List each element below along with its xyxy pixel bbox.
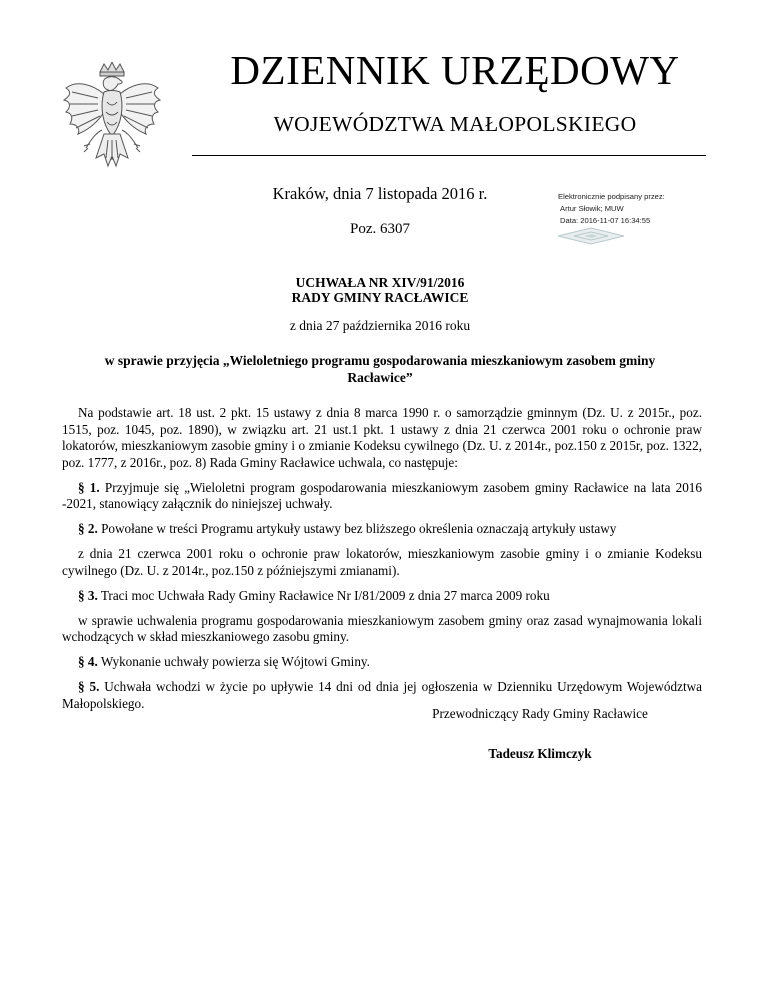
journal-title: DZIENNIK URZĘDOWY: [230, 47, 680, 93]
position-number: Poz. 6307: [350, 221, 410, 237]
header-divider: [192, 155, 706, 156]
preamble-paragraph: Na podstawie art. 18 ust. 2 pkt. 15 ustawy z dnia 8 marca 1990 r. o samorządzie gminnym (Dz. U. z 2015r., poz. 1515, poz. 1045, poz. 1890), w związku art. 21 ust.1 pkt. 1 ustawy z dnia 21 czerwca 2001 roku o ochronie praw lokatorów, mieszkaniowym zasobie gminy i o zmianie Kodeksu cywilnego (Dz. U. z 2014r., poz.150 z 2015r, poz. 1322, poz. 1777, z 2016r., poz. 8) Rada Gminy Racławice uchwala, co następuje:: [62, 405, 702, 470]
signatory-name: Tadeusz Klimczyk: [488, 746, 592, 761]
section-4-text: Wykonanie uchwały powierza się Wójtowi Gminy.: [97, 654, 370, 669]
signature-stamp-line: Elektronicznie podpisany przez:: [558, 192, 665, 201]
section-5-text: Uchwała wchodzi w życie po upływie 14 dni od dnia jej ogłoszenia w Dzienniku Urzędowym Województwa Małopolskiego.: [62, 679, 703, 711]
resolution-subject: w sprawie przyjęcia „Wieloletniego programu gospodarowania mieszkaniowym zasobem gminy Racławice”: [104, 353, 656, 385]
resolution-number: UCHWAŁA NR XIV/91/2016: [295, 275, 465, 290]
signatory-role: Przewodniczący Rady Gminy Racławice: [432, 706, 648, 721]
section-2-label: § 2.: [78, 521, 98, 536]
section-3-continuation: w sprawie uchwalenia programu gospodarowania mieszkaniowym zasobem gminy oraz zasad wynajmowania lokali wchodzących w skład mieszkaniowego zasobu gminy.: [62, 612, 702, 644]
electronic-signature-stamp: [558, 191, 688, 227]
resolution-header: [180, 275, 580, 305]
section-1: [62, 480, 702, 513]
section-3-label: § 3.: [78, 587, 98, 603]
section-3-text: Traci moc Uchwała Rady Gminy Racławice Nr I/81/2009 z dnia 27 marca 2009 roku: [97, 587, 550, 603]
signature-stamp-date: Data: 2016-11-07 16:34:55: [560, 216, 651, 225]
section-2-continuation: z dnia 21 czerwca 2001 roku o ochronie praw lokatorów, mieszkaniowym zasobie gminy i o zmianie Kodeksu cywilnego (Dz. U. z 2014r., poz.150 z późniejszymi zmianami).: [62, 546, 702, 578]
resolution-date: z dnia 27 października 2016 roku: [289, 318, 471, 333]
section-4-label: § 4.: [78, 654, 98, 669]
signature-stamp-signer: Artur Słowik; MUW: [560, 204, 624, 213]
section-2-text: Powołane w treści Programu artykuły ustawy bez bliższego określenia oznaczają artykuły ustawy: [97, 521, 617, 536]
resolution-body: [62, 405, 702, 721]
polish-eagle-emblem-icon: [62, 62, 162, 174]
section-2: [62, 521, 702, 538]
section-1-text: Przyjmuje się „Wieloletni program gospodarowania mieszkaniowym zasobem gminy Racławice na lata 2016 -2021, stanowiący załącznik do niniejszej uchwały.: [62, 479, 702, 511]
place-and-date: Kraków, dnia 7 listopada 2016 r.: [272, 184, 488, 203]
section-1-label: § 1.: [78, 479, 100, 495]
section-4: [62, 654, 702, 671]
section-3: [62, 588, 702, 605]
journal-subtitle: WOJEWÓDZTWA MAŁOPOLSKIEGO: [273, 112, 637, 136]
resolution-council: RADY GMINY RACŁAWICE: [291, 290, 469, 305]
e-signature-mark-icon: [556, 227, 626, 245]
section-5-label: § 5.: [78, 679, 100, 694]
